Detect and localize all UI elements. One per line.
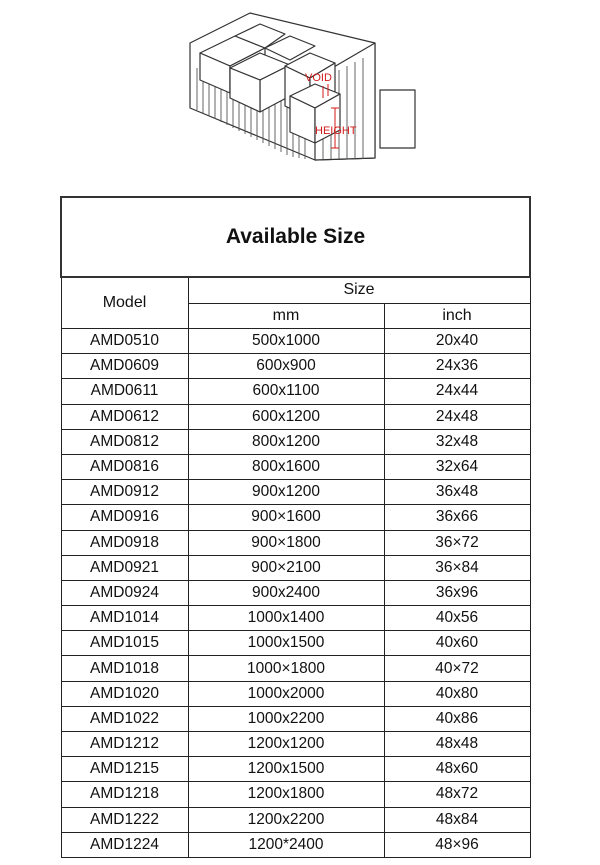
mm-cell: 1200x1800: [188, 782, 384, 807]
inch-cell: 40x80: [384, 681, 530, 706]
table-row: [61, 329, 530, 354]
table-row: [61, 681, 530, 706]
model-cell: AMD0816: [61, 454, 188, 479]
inch-cell: 24x48: [384, 404, 530, 429]
table-row: [61, 606, 530, 631]
inch-cell: 32x48: [384, 429, 530, 454]
mm-cell: 600x900: [188, 354, 384, 379]
model-cell: AMD0921: [61, 555, 188, 580]
model-cell: AMD1212: [61, 732, 188, 757]
model-cell: AMD1218: [61, 782, 188, 807]
mm-cell: 900×1600: [188, 505, 384, 530]
model-cell: AMD1224: [61, 832, 188, 857]
container-drawing: [175, 8, 430, 168]
mm-cell: 1200x1200: [188, 732, 384, 757]
inch-cell: 20x40: [384, 329, 530, 354]
model-cell: AMD0924: [61, 580, 188, 605]
mm-cell: 1000×1800: [188, 656, 384, 681]
inch-cell: 40×72: [384, 656, 530, 681]
table-row: [61, 832, 530, 857]
mm-cell: 500x1000: [188, 329, 384, 354]
model-cell: AMD0609: [61, 354, 188, 379]
mm-cell: 900x1200: [188, 480, 384, 505]
mm-cell: 800x1600: [188, 454, 384, 479]
container-illustration: [175, 8, 430, 168]
table-row: [61, 555, 530, 580]
mm-cell: 1200x2200: [188, 807, 384, 832]
inch-cell: 36×72: [384, 530, 530, 555]
inch-cell: 40x56: [384, 606, 530, 631]
table-title: Available Size: [61, 197, 530, 277]
table-row: [61, 404, 530, 429]
mm-cell: 900x2400: [188, 580, 384, 605]
table-row: [61, 354, 530, 379]
inch-cell: 48×96: [384, 832, 530, 857]
inch-cell: 48x48: [384, 732, 530, 757]
table-row: [61, 480, 530, 505]
table-row: [61, 631, 530, 656]
mm-cell: 1200*2400: [188, 832, 384, 857]
inch-cell: 36x66: [384, 505, 530, 530]
inch-cell: 32x64: [384, 454, 530, 479]
inch-cell: 48x60: [384, 757, 530, 782]
mm-header: mm: [188, 303, 384, 329]
table-row: [61, 807, 530, 832]
void-label: VOID: [305, 72, 332, 84]
model-cell: AMD1015: [61, 631, 188, 656]
model-cell: AMD0916: [61, 505, 188, 530]
model-cell: AMD1014: [61, 606, 188, 631]
model-header: Model: [61, 277, 188, 329]
model-cell: AMD0812: [61, 429, 188, 454]
table-row: [61, 379, 530, 404]
mm-cell: 1200x1500: [188, 757, 384, 782]
inch-cell: 40x86: [384, 706, 530, 731]
table-row: [61, 732, 530, 757]
model-cell: AMD1215: [61, 757, 188, 782]
mm-cell: 1000x1500: [188, 631, 384, 656]
mm-cell: 800x1200: [188, 429, 384, 454]
inch-cell: 24x36: [384, 354, 530, 379]
mm-cell: 1000x1400: [188, 606, 384, 631]
table-row: [61, 656, 530, 681]
model-cell: AMD1020: [61, 681, 188, 706]
mm-cell: 600x1200: [188, 404, 384, 429]
inch-cell: 48x72: [384, 782, 530, 807]
size-header: Size: [188, 277, 530, 303]
model-cell: AMD0611: [61, 379, 188, 404]
inch-cell: 24x44: [384, 379, 530, 404]
table-row: [61, 454, 530, 479]
mm-cell: 900×2100: [188, 555, 384, 580]
mm-cell: 1000x2000: [188, 681, 384, 706]
table-row: [61, 530, 530, 555]
table-row: [61, 429, 530, 454]
available-size-table: [60, 196, 531, 858]
inch-cell: 40x60: [384, 631, 530, 656]
table-row: [61, 782, 530, 807]
table-row: [61, 505, 530, 530]
table-row: [61, 757, 530, 782]
table-row: [61, 580, 530, 605]
height-label: HEIGHT: [315, 125, 357, 137]
model-cell: AMD1018: [61, 656, 188, 681]
inch-cell: 36×84: [384, 555, 530, 580]
inch-cell: 36x48: [384, 480, 530, 505]
mm-cell: 1000x2200: [188, 706, 384, 731]
mm-cell: 600x1100: [188, 379, 384, 404]
model-cell: AMD1022: [61, 706, 188, 731]
model-cell: AMD0612: [61, 404, 188, 429]
model-cell: AMD1222: [61, 807, 188, 832]
inch-cell: 48x84: [384, 807, 530, 832]
model-cell: AMD0912: [61, 480, 188, 505]
mm-cell: 900×1800: [188, 530, 384, 555]
inch-cell: 36x96: [384, 580, 530, 605]
model-cell: AMD0510: [61, 329, 188, 354]
inch-header: inch: [384, 303, 530, 329]
model-cell: AMD0918: [61, 530, 188, 555]
table-row: [61, 706, 530, 731]
